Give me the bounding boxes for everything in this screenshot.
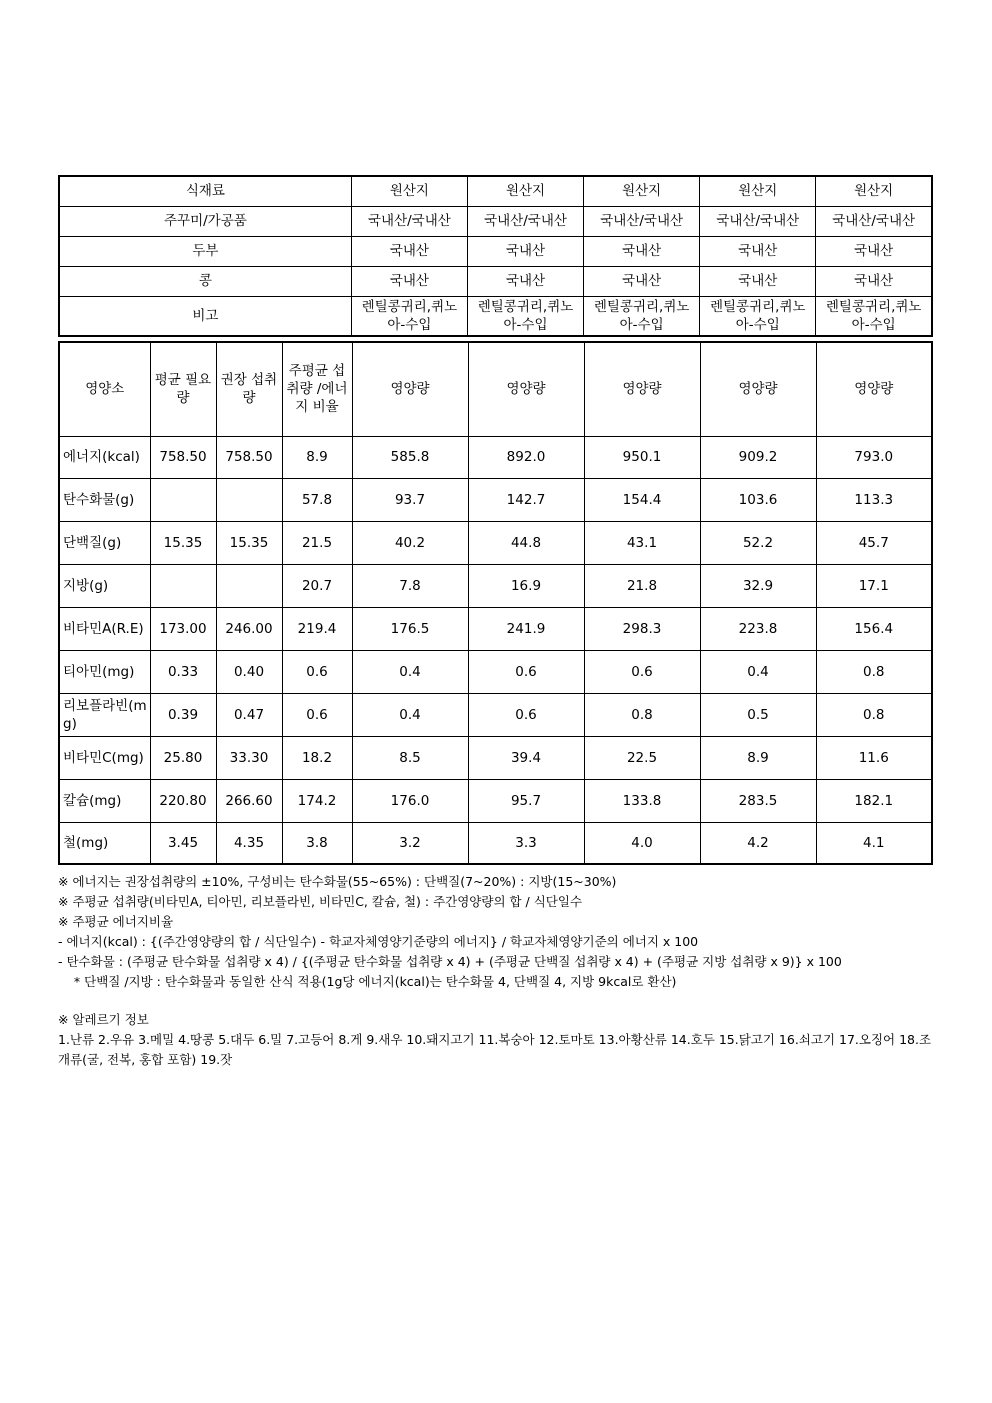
nutrition-amount-cell: 21.8: [584, 564, 700, 607]
weekly-energy-title: ※ 주평균 에너지비율: [58, 914, 174, 929]
nutrient-row: [59, 521, 932, 564]
origin-cell: 국내산: [467, 236, 583, 266]
nutrition-amount-cell: 0.6: [468, 650, 584, 693]
weekly-intake-cell: 20.7: [282, 564, 352, 607]
ingredient-header: 식재료: [59, 176, 351, 206]
ingredient-label: 주꾸미/가공품: [59, 206, 351, 236]
nutrition-amount-cell: 909.2: [700, 436, 816, 478]
nutrition-amount-cell: 283.5: [700, 779, 816, 822]
nutrition-amount-cell: 154.4: [584, 478, 700, 521]
avg-requirement-cell: 758.50: [150, 436, 216, 478]
weekly-intake-cell: 18.2: [282, 736, 352, 779]
nutrient-header: 영양소: [59, 342, 150, 436]
nutrition-amount-cell: 0.8: [584, 693, 700, 736]
origin-table: [58, 175, 933, 337]
recommended-intake-cell: 0.47: [216, 693, 282, 736]
recommended-intake-cell: 4.35: [216, 822, 282, 864]
origin-header: 원산지: [467, 176, 583, 206]
remark-cell: 렌틸콩귀리,퀴노아-수입: [816, 296, 932, 336]
spacer: [58, 992, 938, 1010]
origin-cell: 국내산/국내산: [467, 206, 583, 236]
origin-cell: 국내산/국내산: [816, 206, 932, 236]
notes-section: [58, 872, 938, 1070]
nutrition-amount-cell: 156.4: [816, 607, 932, 650]
nutrition-amount-cell: 11.6: [816, 736, 932, 779]
nutrient-name: 비타민A(R.E): [59, 607, 150, 650]
nutrient-row: [59, 436, 932, 478]
nutrition-amount-cell: 7.8: [352, 564, 468, 607]
avg-requirement-cell: [150, 564, 216, 607]
nutrition-amount-header: 영양량: [816, 342, 932, 436]
nutrient-name: 단백질(g): [59, 521, 150, 564]
origin-header: 원산지: [700, 176, 816, 206]
remark-cell: 렌틸콩귀리,퀴노아-수입: [700, 296, 816, 336]
nutrition-amount-cell: 4.1: [816, 822, 932, 864]
remark-cell: 렌틸콩귀리,퀴노아-수입: [467, 296, 583, 336]
weekly-intake-cell: 8.9: [282, 436, 352, 478]
nutrition-amount-cell: 0.6: [468, 693, 584, 736]
origin-cell: 국내산: [351, 236, 467, 266]
nutrition-amount-cell: 0.8: [816, 650, 932, 693]
nutrient-name: 티아민(mg): [59, 650, 150, 693]
avg-requirement-cell: 15.35: [150, 521, 216, 564]
nutrition-amount-header: 영양량: [352, 342, 468, 436]
nutrient-row: [59, 779, 932, 822]
nutrition-amount-cell: 585.8: [352, 436, 468, 478]
nutrient-name: 탄수화물(g): [59, 478, 150, 521]
avg-requirement-header: 평균 필요량: [150, 342, 216, 436]
nutrient-row: [59, 693, 932, 736]
recommended-intake-cell: [216, 564, 282, 607]
nutrient-row: [59, 607, 932, 650]
origin-cell: 국내산/국내산: [351, 206, 467, 236]
nutrition-amount-cell: 223.8: [700, 607, 816, 650]
nutrient-row: [59, 478, 932, 521]
origin-row: [59, 296, 932, 336]
nutrition-amount-cell: 8.9: [700, 736, 816, 779]
nutrient-name: 비타민C(mg): [59, 736, 150, 779]
recommended-intake-cell: 33.30: [216, 736, 282, 779]
origin-row: [59, 266, 932, 296]
weekly-intake-header: 주평균 섭취량 /에너지 비율: [282, 342, 352, 436]
weekly-intake-note: ※ 주평균 섭취량(비타민A, 티아민, 리보플라빈, 비타민C, 칼슘, 철) : 주간영양량의 합 / 식단일수: [58, 894, 583, 909]
nutrition-amount-cell: 0.8: [816, 693, 932, 736]
nutrient-body: [59, 436, 932, 864]
nutrient-row: [59, 822, 932, 864]
nutrition-amount-cell: 32.9: [700, 564, 816, 607]
origin-header: 원산지: [816, 176, 932, 206]
nutrition-amount-cell: 0.6: [584, 650, 700, 693]
nutrition-amount-cell: 176.0: [352, 779, 468, 822]
origin-cell: 국내산/국내산: [584, 206, 700, 236]
nutrition-amount-cell: 113.3: [816, 478, 932, 521]
nutrition-amount-cell: 182.1: [816, 779, 932, 822]
avg-requirement-cell: 25.80: [150, 736, 216, 779]
avg-requirement-cell: 3.45: [150, 822, 216, 864]
nutrition-amount-cell: 0.4: [700, 650, 816, 693]
nutrition-amount-cell: 95.7: [468, 779, 584, 822]
nutrition-amount-cell: 93.7: [352, 478, 468, 521]
nutrition-amount-cell: 241.9: [468, 607, 584, 650]
origin-row: [59, 236, 932, 266]
avg-requirement-cell: 220.80: [150, 779, 216, 822]
recommended-intake-cell: 15.35: [216, 521, 282, 564]
weekly-intake-cell: 0.6: [282, 693, 352, 736]
ingredient-label: 비고: [59, 296, 351, 336]
nutrient-row: [59, 564, 932, 607]
nutrition-amount-cell: 142.7: [468, 478, 584, 521]
energy-formula: - 에너지(kcal) : {(주간영양량의 합 / 식단일수) - 학교자체영양기준량의 에너지} / 학교자체영양기준의 에너지 x 100: [58, 934, 699, 949]
remark-cell: 렌틸콩귀리,퀴노아-수입: [351, 296, 467, 336]
weekly-intake-cell: 174.2: [282, 779, 352, 822]
origin-header-row: [59, 176, 932, 206]
nutrition-amount-cell: 3.2: [352, 822, 468, 864]
nutrition-amount-cell: 176.5: [352, 607, 468, 650]
weekly-intake-cell: 219.4: [282, 607, 352, 650]
origin-cell: 국내산: [700, 236, 816, 266]
weekly-intake-cell: 0.6: [282, 650, 352, 693]
nutrient-table: [58, 341, 933, 865]
origin-cell: 국내산: [700, 266, 816, 296]
nutrition-amount-cell: 0.4: [352, 693, 468, 736]
nutrition-amount-cell: 298.3: [584, 607, 700, 650]
nutrition-amount-cell: 39.4: [468, 736, 584, 779]
nutrient-name: 에너지(kcal): [59, 436, 150, 478]
allergy-title: ※ 알레르기 정보: [58, 1012, 149, 1027]
nutrient-name: 지방(g): [59, 564, 150, 607]
recommended-intake-header: 권장 섭취량: [216, 342, 282, 436]
recommended-intake-cell: 246.00: [216, 607, 282, 650]
avg-requirement-cell: 173.00: [150, 607, 216, 650]
nutrient-row: [59, 650, 932, 693]
avg-requirement-cell: 0.39: [150, 693, 216, 736]
origin-cell: 국내산: [351, 266, 467, 296]
origin-row: [59, 206, 932, 236]
origin-cell: 국내산/국내산: [700, 206, 816, 236]
nutrient-name: 리보플라빈(mg): [59, 693, 150, 736]
nutrition-amount-cell: 16.9: [468, 564, 584, 607]
recommended-intake-cell: 0.40: [216, 650, 282, 693]
nutrition-amount-cell: 8.5: [352, 736, 468, 779]
recommended-intake-cell: 758.50: [216, 436, 282, 478]
nutrition-amount-cell: 950.1: [584, 436, 700, 478]
nutrition-amount-header: 영양량: [468, 342, 584, 436]
recommended-intake-cell: 266.60: [216, 779, 282, 822]
nutrition-amount-cell: 4.0: [584, 822, 700, 864]
allergy-list: 1.난류 2.우유 3.메밀 4.땅콩 5.대두 6.밀 7.고등어 8.게 9.새우 10.돼지고기 11.복숭아 12.토마토 13.아황산류 14.호두 15.닭고기 16.쇠고기 17.오징어 18.조개류(굴, 전복, 홍합 포함) 19.잣: [58, 1032, 932, 1067]
remark-cell: 렌틸콩귀리,퀴노아-수입: [584, 296, 700, 336]
ingredient-label: 콩: [59, 266, 351, 296]
nutrition-amount-cell: 45.7: [816, 521, 932, 564]
nutrient-name: 철(mg): [59, 822, 150, 864]
nutrition-amount-cell: 793.0: [816, 436, 932, 478]
nutrition-amount-cell: 22.5: [584, 736, 700, 779]
nutrient-name: 칼슘(mg): [59, 779, 150, 822]
weekly-intake-cell: 3.8: [282, 822, 352, 864]
carb-formula: - 탄수화물 : (주평균 탄수화물 섭취량 x 4) / {(주평균 탄수화물 섭취량 x 4) + (주평균 단백질 섭취량 x 4) + (주평균 지방 섭취량 x 9)} x 100: [58, 954, 842, 969]
nutrition-amount-cell: 103.6: [700, 478, 816, 521]
nutrient-row: [59, 736, 932, 779]
avg-requirement-cell: 0.33: [150, 650, 216, 693]
weekly-intake-cell: 57.8: [282, 478, 352, 521]
origin-cell: 국내산: [584, 236, 700, 266]
origin-header: 원산지: [584, 176, 700, 206]
nutrition-amount-cell: 892.0: [468, 436, 584, 478]
nutrition-amount-cell: 40.2: [352, 521, 468, 564]
ingredient-label: 두부: [59, 236, 351, 266]
nutrition-amount-cell: 43.1: [584, 521, 700, 564]
weekly-intake-cell: 21.5: [282, 521, 352, 564]
origin-header: 원산지: [351, 176, 467, 206]
nutrition-amount-cell: 133.8: [584, 779, 700, 822]
recommended-intake-cell: [216, 478, 282, 521]
nutrition-amount-header: 영양량: [584, 342, 700, 436]
protein-fat-note: * 단백질 /지방 : 탄수화물과 동일한 산식 적용(1g당 에너지(kcal)는 탄수화물 4, 단백질 4, 지방 9kcal로 환산): [58, 974, 677, 989]
nutrition-amount-cell: 4.2: [700, 822, 816, 864]
nutrition-amount-cell: 44.8: [468, 521, 584, 564]
nutrient-header-row: [59, 342, 932, 436]
nutrition-amount-cell: 0.5: [700, 693, 816, 736]
nutrition-amount-cell: 0.4: [352, 650, 468, 693]
origin-cell: 국내산: [816, 236, 932, 266]
nutrition-amount-header: 영양량: [700, 342, 816, 436]
nutrition-amount-cell: 52.2: [700, 521, 816, 564]
nutrition-amount-cell: 17.1: [816, 564, 932, 607]
avg-requirement-cell: [150, 478, 216, 521]
origin-cell: 국내산: [467, 266, 583, 296]
nutrition-amount-cell: 3.3: [468, 822, 584, 864]
energy-note: ※ 에너지는 권장섭취량의 ±10%, 구성비는 탄수화물(55~65%) : 단백질(7~20%) : 지방(15~30%): [58, 874, 617, 889]
origin-cell: 국내산: [584, 266, 700, 296]
origin-cell: 국내산: [816, 266, 932, 296]
